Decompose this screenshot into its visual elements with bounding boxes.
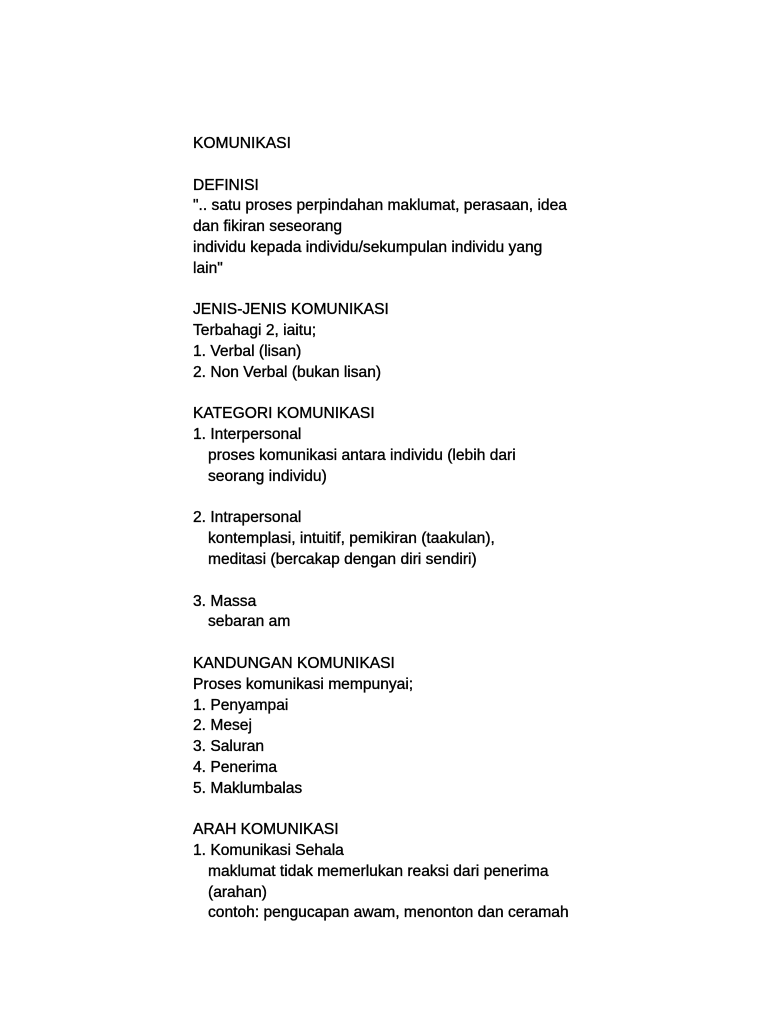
- section-heading-arah: ARAH KOMUNIKASI: [193, 821, 339, 839]
- list-item: 1. Penyampai: [193, 696, 289, 714]
- list-item-label: 3. Massa: [193, 592, 257, 610]
- section-heading-jenis: JENIS-JENIS KOMUNIKASI: [193, 301, 389, 319]
- list-item-description: (arahan): [208, 883, 267, 901]
- list-item: 5. Maklumbalas: [193, 779, 303, 797]
- list-item-description: proses komunikasi antara individu (lebih dari: [208, 446, 516, 464]
- list-item-description: seorang individu): [208, 467, 327, 485]
- list-item-description: contoh: pengucapan awam, menonton dan ceramah: [208, 904, 569, 922]
- list-item-description: maklumat tidak memerlukan reaksi dari penerima: [208, 862, 549, 880]
- list-item-label: 1. Interpersonal: [193, 426, 302, 444]
- list-item: 2. Non Verbal (bukan lisan): [193, 363, 382, 381]
- list-item-label: 1. Komunikasi Sehala: [193, 842, 344, 860]
- list-item-description: sebaran am: [208, 613, 291, 631]
- definition-text-line: lain": [193, 259, 223, 277]
- list-item-label: 2. Intrapersonal: [193, 509, 302, 527]
- section-intro: Terbahagi 2, iaitu;: [193, 322, 317, 340]
- list-item: 2. Mesej: [193, 717, 252, 735]
- document-title: KOMUNIKASI: [193, 135, 291, 152]
- list-item: 3. Saluran: [193, 738, 265, 756]
- section-heading-kategori: KATEGORI KOMUNIKASI: [193, 405, 375, 423]
- list-item: 1. Verbal (lisan): [193, 342, 302, 360]
- section-intro: Proses komunikasi mempunyai;: [193, 675, 414, 693]
- definition-text-line: dan fikiran seseorang: [193, 218, 343, 236]
- list-item-description: kontemplasi, intuitif, pemikiran (taakulan),: [208, 530, 495, 548]
- list-item-description: meditasi (bercakap dengan diri sendiri): [208, 550, 477, 568]
- list-item: 4. Penerima: [193, 758, 278, 776]
- section-heading-kandungan: KANDUNGAN KOMUNIKASI: [193, 654, 395, 672]
- section-heading-definisi: DEFINISI: [193, 176, 259, 194]
- definition-text-line: ".. satu proses perpindahan maklumat, perasaan, idea: [193, 197, 567, 215]
- document-page: [193, 134, 663, 924]
- definition-text-line: individu kepada individu/sekumpulan individu yang: [193, 238, 543, 256]
